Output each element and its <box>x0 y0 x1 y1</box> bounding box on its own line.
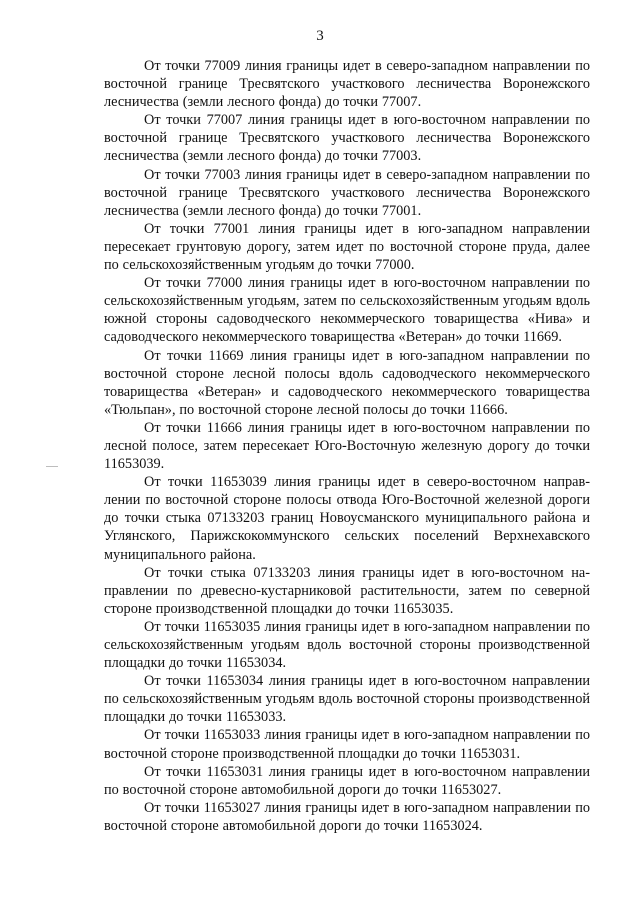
paragraph-1: От точки 77009 линия границы идет в северо-западном направлении по восточной границе Тресвятского участкового лесничества Воронежского лесничества (земли лесного фонда) до точки 77007. <box>104 58 590 111</box>
paragraph-9: От точки стыка 07133203 линия границы идет в юго-восточном направлении по древесно-кустарниковой растительности, затем по северной стороне производственной площадки до точки 11653035. <box>104 564 590 617</box>
paragraph-10: От точки 11653035 линия границы идет в юго-западном направлении по сельскохозяйственным угодьям вдоль восточной стороны производственной площадки до точки 11653034. <box>104 618 590 672</box>
paragraph-7: От точки 11666 линия границы идет в юго-восточном направлении по лесной полосе, затем пересекает Юго-Восточную железную дорогу до точки 11653039. <box>104 419 590 473</box>
paragraph-11: От точки 11653034 линия границы идет в юго-восточном направлении по сельскохозяйственным угодьям вдоль восточной стороны производственной площадки до точки 11653033. <box>104 673 590 726</box>
paragraph-4: От точки 77001 линия границы идет в юго-западном направлении пересекает грунтовую дорогу, затем идет по восточной стороне пруда, далее по сельскохозяйственным угодьям до точки 77000. <box>104 220 590 274</box>
paragraph-8: От точки 11653039 линия границы идет в северо-восточном направлении по восточной стороне полосы отвода Юго-Восточной железной дороги до точки стыка 07133203 границ Новоусманского муниципального района и Углянского, Парижскокоммунского сельских поселений Верхнехавского муниципального района. <box>104 474 590 563</box>
paragraph-14: От точки 11653027 линия границы идет в юго-западном направлении по восточной стороне автомобильной дороги до точки 11653024. <box>104 799 590 834</box>
paragraph-3: От точки 77003 линия границы идет в северо-западном направлении по восточной границе Тресвятского участкового лесничества Воронежского лесничества (земли лесного фонда) до точки 77001. <box>104 166 590 219</box>
margin-mark <box>46 466 58 467</box>
page-number: 3 <box>316 28 324 44</box>
paragraph-6: От точки 11669 линия границы идет в юго-западном направлении по восточной стороне лесной полосы вдоль садоводческого некоммерческого товарищества «Ветеран» и садоводческого некоммерческого товарищества «Тюльпан», по восточной стороне лесной полосы до точки 11666. <box>104 347 590 418</box>
paragraph-12: От точки 11653033 линия границы идет в юго-западном направлении по восточной стороне производственной площадки до точки 11653031. <box>104 727 590 762</box>
body-text <box>104 57 590 835</box>
paragraph-13: От точки 11653031 линия границы идет в юго-восточном направлении по восточной стороне автомобильной дороги до точки 11653027. <box>104 763 590 798</box>
paragraph-5: От точки 77000 линия границы идет в юго-восточном направлении по сельскохозяйственным угодьям, затем по сельскохозяйственным угодьям вдоль южной стороны садоводческого некоммерческого товарищества «Нива» и садоводческого некоммерческого товарищества «Ветеран» до точки 11669. <box>104 275 590 346</box>
paragraph-2: От точки 77007 линия границы идет в юго-восточном направлении по восточной границе Тресвятского участкового лесничества Воронежского лесничества (земли лесного фонда) до точки 77003. <box>104 112 590 165</box>
